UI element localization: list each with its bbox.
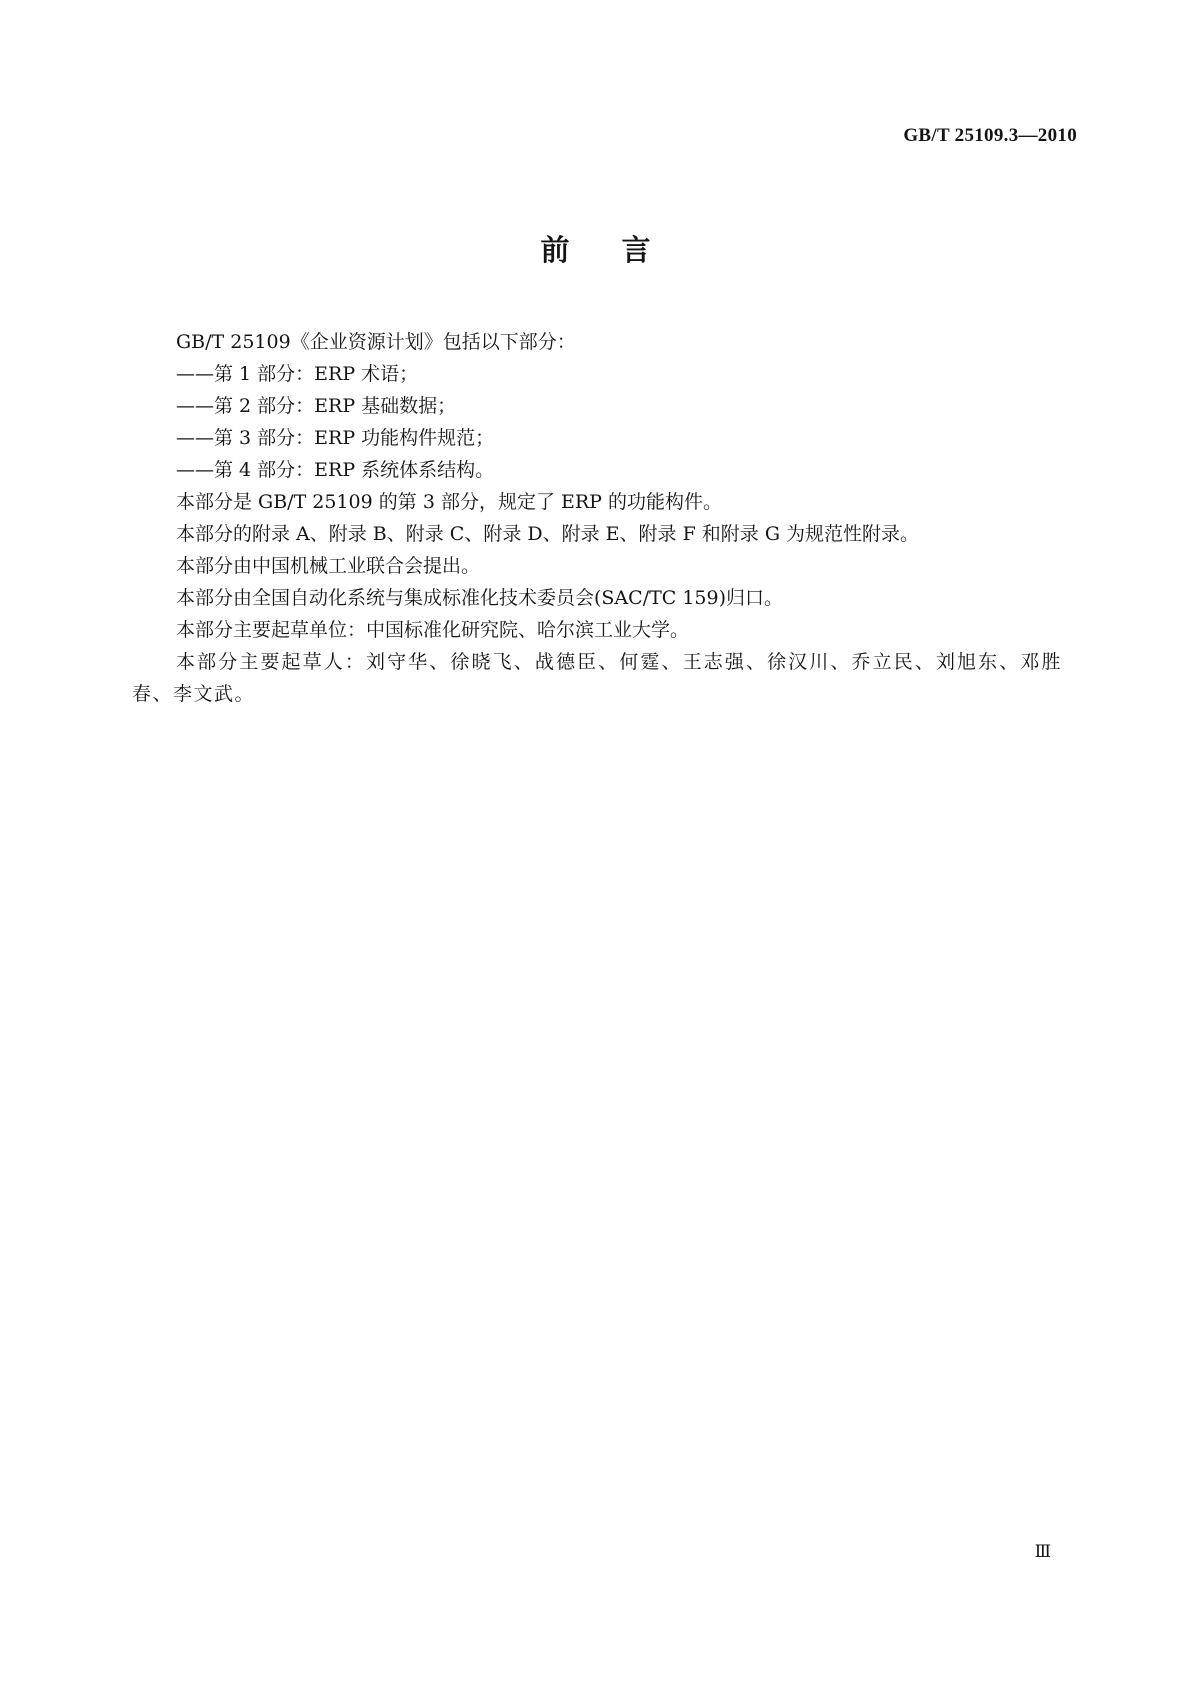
intro-paragraph: GB/T 25109《企业资源计划》包括以下部分：	[176, 331, 576, 353]
body-paragraph: 本部分由中国机械工业联合会提出。	[176, 555, 481, 577]
body-paragraph: 本部分主要起草单位：中国标准化研究院、哈尔滨工业大学。	[176, 619, 690, 641]
body-paragraph: 本部分是 GB/T 25109 的第 3 部分，规定了 ERP 的功能构件。	[176, 491, 722, 513]
part-list-item: ——第 3 部分：ERP 功能构件规范；	[176, 427, 495, 449]
part-list-item: ——第 1 部分：ERP 术语；	[176, 363, 419, 385]
standard-code: GB/T 25109.3—2010	[903, 125, 1077, 146]
body-paragraph: 本部分由全国自动化系统与集成标准化技术委员会(SAC/TC 159)归口。	[176, 587, 784, 609]
page-number: Ⅲ	[1034, 1542, 1051, 1561]
part-list-item: ——第 2 部分：ERP 基础数据；	[176, 395, 457, 417]
foreword-body	[132, 326, 1062, 710]
drafters-paragraph: 本部分主要起草人：刘守华、徐晓飞、战德臣、何霆、王志强、徐汉川、乔立民、刘旭东、邓胜春、李文武。	[132, 651, 1062, 705]
body-paragraph: 本部分的附录 A、附录 B、附录 C、附录 D、附录 E、附录 F 和附录 G 为规范性附录。	[176, 523, 920, 545]
page-title: 前言	[540, 233, 703, 267]
part-list-item: ——第 4 部分：ERP 系统体系结构。	[176, 459, 495, 481]
